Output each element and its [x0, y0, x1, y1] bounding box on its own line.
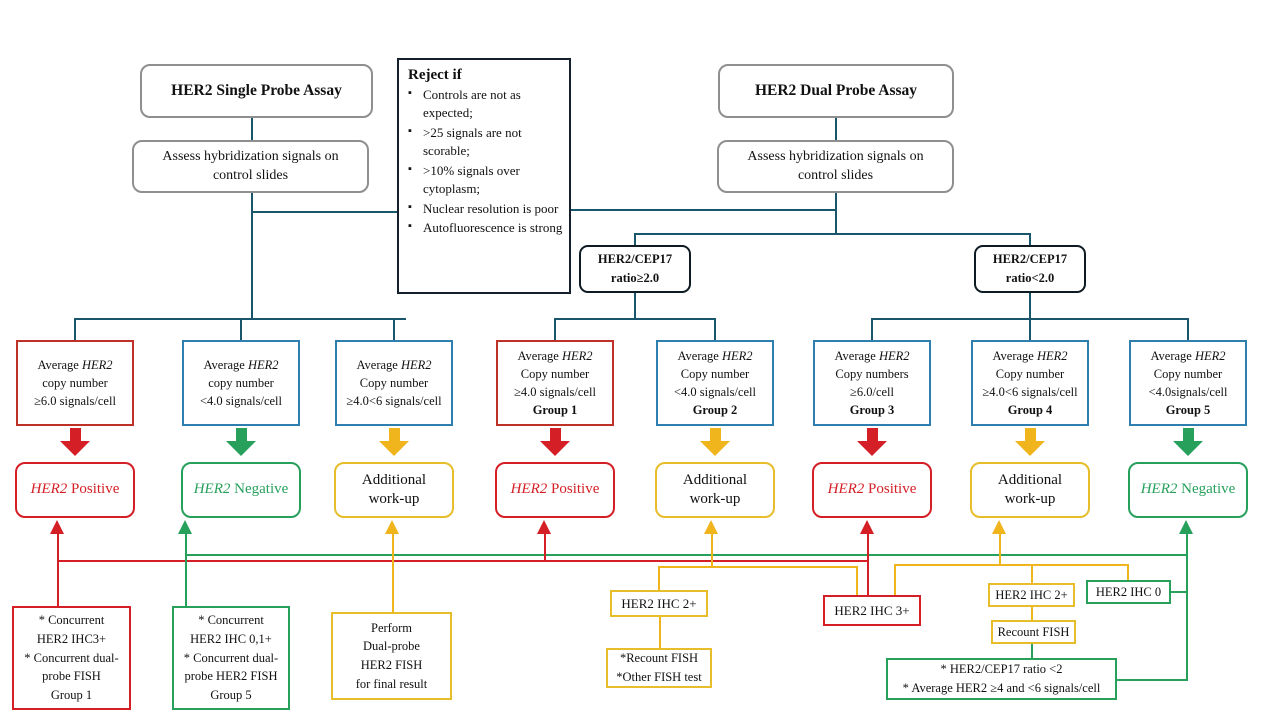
criteria-line: Average HER2: [834, 348, 910, 363]
assess-left-text: Assess hybridization signals on control slides: [162, 148, 339, 183]
outcome-label: HER2 Negative: [193, 481, 289, 498]
criteria-group-label: Group 1: [532, 403, 578, 418]
criteria-line: ≥4.0 signals/cell: [514, 385, 596, 399]
note-line: for final result: [355, 676, 428, 691]
yellow-stem: [999, 534, 1001, 565]
criteria-line: Average HER2: [1150, 348, 1226, 363]
criteria-line: Copy number: [995, 366, 1065, 381]
outcome-label: Additional work-up: [682, 471, 748, 507]
criteria-line: ≥6.0/cell: [849, 385, 894, 399]
connector-line: [1029, 233, 1031, 245]
yellow-drop: [856, 568, 858, 595]
down-arrow-yellow: [379, 428, 409, 456]
up-arrow-green: [1179, 520, 1193, 534]
outcome-label: HER2 Positive: [510, 481, 600, 498]
yellow-stem: [711, 534, 713, 567]
reject-item: ▪ >10% signals over cytoplasm;: [408, 162, 565, 199]
criteria-line: Average HER2: [992, 348, 1068, 363]
red-stem: [544, 534, 546, 561]
ratio-ge-2-line2: ratio≥2.0: [610, 271, 660, 285]
connector-line: [714, 318, 716, 340]
criteria-line: Copy number: [680, 366, 750, 381]
up-arrow-yellow: [704, 520, 718, 534]
connector-line: [571, 209, 837, 211]
dual-probe-assay-title: HER2 Dual Probe Assay: [754, 82, 918, 99]
up-arrow-yellow: [385, 520, 399, 534]
outcome-her2-negative-1: [181, 462, 301, 518]
outcome-additional-workup-3: [970, 462, 1090, 518]
note-line: *Recount FISH: [619, 651, 699, 666]
ratio-lt-2-box: [974, 245, 1086, 293]
criteria-line: Copy numbers: [835, 366, 909, 381]
connector-line: [634, 293, 636, 318]
note-line: probe FISH: [42, 669, 101, 684]
reject-if-title: Reject if: [408, 67, 462, 83]
connector-line: [1029, 293, 1031, 318]
yellow-drop: [659, 617, 661, 648]
criteria-line: <4.0signals/cell: [1148, 385, 1228, 399]
green-stub: [1117, 679, 1187, 681]
yellow-drop: [1127, 566, 1129, 580]
yellow-drop: [894, 566, 896, 595]
up-arrow-green: [178, 520, 192, 534]
down-arrow-green: [226, 428, 256, 456]
note-perform-dual-probe: [331, 612, 452, 700]
green-stem: [185, 534, 187, 606]
up-arrow-red: [537, 520, 551, 534]
criteria-group-label: Group 4: [1007, 403, 1053, 418]
note-line: HER2 IHC3+: [36, 631, 107, 646]
connector-line: [393, 318, 395, 340]
note-line: HER2 FISH: [360, 658, 423, 672]
green-drop: [1031, 644, 1033, 658]
criteria-group-label: Group 2: [692, 403, 738, 418]
outcome-her2-positive-3: [812, 462, 932, 518]
criteria-line: copy number: [208, 375, 274, 390]
connector-line: [1187, 318, 1189, 340]
criteria-line: <4.0 signals/cell: [199, 394, 283, 409]
criteria-line: ≥4.0<6 signals/cell: [982, 385, 1078, 399]
criteria-ge6-single: [16, 340, 134, 426]
connector-line: [634, 233, 636, 245]
ratio-lt-2-line2: ratio<2.0: [1005, 271, 1055, 285]
outcome-additional-workup-1: [334, 462, 454, 518]
dual-probe-assay-box: [718, 64, 954, 118]
note-line: * Concurrent: [38, 613, 105, 628]
connector-line: [554, 318, 556, 340]
reject-if-panel: [397, 58, 571, 294]
green-rail: [1186, 534, 1188, 681]
down-arrow-red: [540, 428, 570, 456]
outcome-label: Additional work-up: [997, 471, 1063, 507]
connector-line: [554, 318, 716, 320]
note-recount-other-fish: [606, 648, 712, 688]
note-line: HER2 IHC 0,1+: [190, 631, 272, 646]
red-stem: [867, 534, 869, 595]
connector-line: [871, 318, 873, 340]
connector-line: [252, 211, 398, 213]
connector-line: [1029, 318, 1031, 340]
ratio-lt-2-line1: HER2/CEP17: [992, 252, 1068, 267]
criteria-group-label: Group 3: [849, 403, 895, 418]
yellow-bus-left: [658, 566, 858, 568]
criteria-line: Average HER2: [517, 348, 593, 363]
note-line: probe HER2 FISH: [184, 669, 278, 684]
assess-control-slides-right: [717, 140, 954, 193]
red-bus: [57, 560, 869, 562]
criteria-line: Average HER2: [203, 357, 279, 372]
note-concurrent-group5: [172, 606, 290, 710]
outcome-label: HER2 Negative: [1140, 481, 1236, 498]
criteria-group-label: Group 5: [1165, 403, 1211, 418]
reject-item: ▪ Controls are not as expected;: [408, 86, 565, 123]
ihc0-box: [1086, 580, 1171, 604]
ihc3-label: HER2 IHC 3+: [834, 602, 910, 618]
note-line: Perform: [371, 620, 412, 635]
green-stub: [1171, 591, 1187, 593]
assess-right-text: Assess hybridization signals on control slides: [747, 148, 924, 183]
criteria-group4: [971, 340, 1089, 426]
connector-line: [634, 233, 1031, 235]
note-ratio-average: [886, 658, 1117, 700]
down-arrow-green: [1173, 428, 1203, 456]
criteria-line: Average HER2: [356, 357, 432, 372]
single-probe-assay-box: [140, 64, 373, 118]
criteria-line: <4.0 signals/cell: [673, 385, 757, 399]
criteria-line: Copy number: [520, 366, 590, 381]
note-line: Group 5: [210, 688, 252, 703]
down-arrow-red: [857, 428, 887, 456]
outcome-label: Additional work-up: [361, 471, 427, 507]
up-arrow-red: [50, 520, 64, 534]
criteria-line: copy number: [42, 375, 108, 390]
criteria-line: Average HER2: [37, 357, 113, 372]
ihc2-box-left: [610, 590, 708, 617]
reject-item: ▪ Autofluorescence is strong: [408, 219, 565, 237]
ihc2-left-label: HER2 IHC 2+: [621, 595, 697, 611]
criteria-line: ≥6.0 signals/cell: [34, 394, 116, 409]
criteria-4to6-single: [335, 340, 453, 426]
outcome-label: HER2 Positive: [30, 481, 120, 498]
reject-item: ▪ Nuclear resolution is poor: [408, 200, 565, 218]
criteria-group5: [1129, 340, 1247, 426]
ratio-ge-2-box: [579, 245, 691, 293]
assess-control-slides-left: [132, 140, 369, 193]
outcome-her2-positive-1: [15, 462, 135, 518]
red-stem: [57, 534, 59, 606]
criteria-group1: [496, 340, 614, 426]
note-line: * Concurrent dual-: [183, 650, 279, 665]
note-line: * Concurrent: [198, 613, 264, 628]
ihc2-right-label: HER2 IHC 2+: [995, 587, 1068, 602]
note-concurrent-group1: [12, 606, 131, 710]
single-probe-assay-title: HER2 Single Probe Assay: [171, 82, 342, 99]
ihc0-label: HER2 IHC 0: [1095, 584, 1162, 599]
down-arrow-yellow: [700, 428, 730, 456]
note-line: *Other FISH test: [616, 670, 702, 684]
recount-fish-label: Recount FISH: [997, 624, 1070, 639]
criteria-group3: [813, 340, 931, 426]
criteria-line: Copy number: [1153, 366, 1223, 381]
recount-fish-box: [991, 620, 1076, 644]
up-arrow-red: [860, 520, 874, 534]
criteria-line: ≥4.0<6 signals/cell: [346, 394, 442, 409]
note-line: Dual-probe: [363, 639, 420, 654]
yellow-drop: [658, 568, 660, 590]
criteria-line: Copy number: [359, 375, 429, 390]
criteria-line: Average HER2: [677, 348, 753, 363]
ihc2-box-right: [988, 583, 1075, 607]
note-line: * Concurrent dual-: [24, 650, 119, 665]
down-arrow-yellow: [1015, 428, 1045, 456]
yellow-bus-right: [894, 564, 1129, 566]
connector-line: [835, 193, 837, 235]
criteria-lt4-single: [182, 340, 300, 426]
connector-line: [74, 318, 76, 340]
note-line: * Average HER2 ≥4 and <6 signals/cell: [902, 681, 1101, 695]
reject-item: ▪ >25 signals are not scorable;: [408, 124, 565, 161]
note-line: Group 1: [50, 688, 93, 703]
connector-line: [251, 118, 253, 140]
ratio-ge-2-line1: HER2/CEP17: [597, 252, 673, 267]
outcome-her2-negative-2: [1128, 462, 1248, 518]
green-bus: [185, 554, 1188, 556]
down-arrow-red: [60, 428, 90, 456]
criteria-group2: [656, 340, 774, 426]
outcome-her2-positive-2: [495, 462, 615, 518]
yellow-stem: [392, 534, 394, 612]
outcome-additional-workup-2: [655, 462, 775, 518]
yellow-drop: [1031, 607, 1033, 620]
note-line: * HER2/CEP17 ratio <2: [940, 662, 1063, 677]
connector-line: [240, 318, 242, 340]
up-arrow-yellow: [992, 520, 1006, 534]
reject-if-list: [408, 86, 565, 238]
outcome-label: HER2 Positive: [827, 481, 917, 498]
ihc3-box: [823, 595, 921, 626]
yellow-drop: [1031, 566, 1033, 583]
connector-line: [835, 118, 837, 140]
